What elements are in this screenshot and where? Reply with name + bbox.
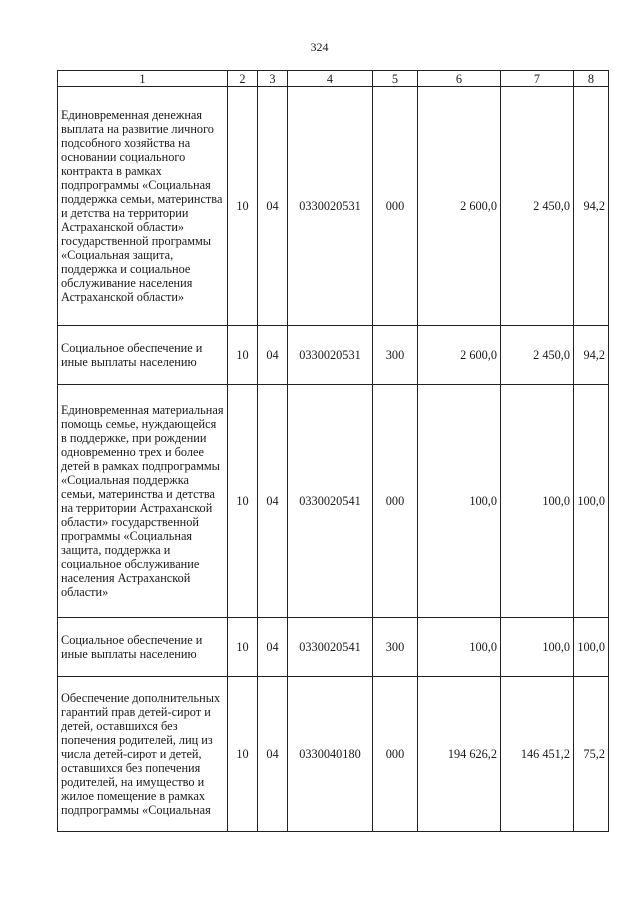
- target-article-code: 0330020541: [288, 618, 373, 677]
- execution-percent: 100,0: [574, 385, 609, 618]
- execution-percent: 100,0: [574, 618, 609, 677]
- column-header: 3: [258, 71, 288, 87]
- table-row: [58, 326, 609, 385]
- subsection-code: 04: [258, 385, 288, 618]
- section-code: 10: [228, 385, 258, 618]
- section-code: 10: [228, 677, 258, 832]
- table-row: [58, 385, 609, 618]
- executed-amount: 146 451,2: [501, 677, 574, 832]
- table-row: [58, 677, 609, 832]
- executed-amount: 2 450,0: [501, 326, 574, 385]
- section-code: 10: [228, 618, 258, 677]
- execution-percent: 94,2: [574, 87, 609, 326]
- page-number: 324: [310, 40, 329, 54]
- planned-amount: 194 626,2: [418, 677, 501, 832]
- table-row: [58, 87, 609, 326]
- expense-type-code: 300: [373, 326, 418, 385]
- subsection-code: 04: [258, 677, 288, 832]
- column-header: 4: [288, 71, 373, 87]
- expense-name: Единовременная денежная выплата на развитие личного подсобного хозяйства на основании социального контракта в рамках подпрограммы «Социальная поддержка семьи, материнства и детства на территории Астраханской области» государственной программы «Социальная защита, поддержка и социальное обслуживание населения Астраханской области»: [58, 87, 228, 326]
- header-row: [58, 71, 609, 87]
- expense-name: Социальное обеспечение и иные выплаты населению: [58, 326, 228, 385]
- executed-amount: 100,0: [501, 618, 574, 677]
- planned-amount: 100,0: [418, 618, 501, 677]
- column-header: 8: [574, 71, 609, 87]
- subsection-code: 04: [258, 87, 288, 326]
- executed-amount: 2 450,0: [501, 87, 574, 326]
- planned-amount: 2 600,0: [418, 326, 501, 385]
- expense-type-code: 000: [373, 677, 418, 832]
- expense-type-code: 000: [373, 87, 418, 326]
- target-article-code: 0330040180: [288, 677, 373, 832]
- section-code: 10: [228, 326, 258, 385]
- column-header: 6: [418, 71, 501, 87]
- expense-type-code: 300: [373, 618, 418, 677]
- target-article-code: 0330020531: [288, 326, 373, 385]
- subsection-code: 04: [258, 326, 288, 385]
- expense-name: Обеспечение дополнительных гарантий прав детей-сирот и детей, оставшихся без попечения родителей, лиц из числа детей-сирот и детей, оставшихся без попечения родителей, на имущество и жилое помещение в рамках подпрограммы «Социальная: [58, 677, 228, 832]
- budget-table: [57, 70, 609, 832]
- section-code: 10: [228, 87, 258, 326]
- expense-name: Единовременная материальная помощь семье, нуждающейся в поддержке, при рождении одновременно трех и более детей в рамках подпрограммы «Социальная поддержка семьи, материнства и детства на территории Астраханской области» государственной программы «Социальная защита, поддержка и социальное обслуживание населения Астраханской области»: [58, 385, 228, 618]
- executed-amount: 100,0: [501, 385, 574, 618]
- execution-percent: 94,2: [574, 326, 609, 385]
- expense-type-code: 000: [373, 385, 418, 618]
- column-header: 1: [58, 71, 228, 87]
- planned-amount: 100,0: [418, 385, 501, 618]
- column-header: 5: [373, 71, 418, 87]
- column-header: 7: [501, 71, 574, 87]
- planned-amount: 2 600,0: [418, 87, 501, 326]
- expense-name: Социальное обеспечение и иные выплаты населению: [58, 618, 228, 677]
- table-row: [58, 618, 609, 677]
- column-header: 2: [228, 71, 258, 87]
- execution-percent: 75,2: [574, 677, 609, 832]
- target-article-code: 0330020531: [288, 87, 373, 326]
- subsection-code: 04: [258, 618, 288, 677]
- target-article-code: 0330020541: [288, 385, 373, 618]
